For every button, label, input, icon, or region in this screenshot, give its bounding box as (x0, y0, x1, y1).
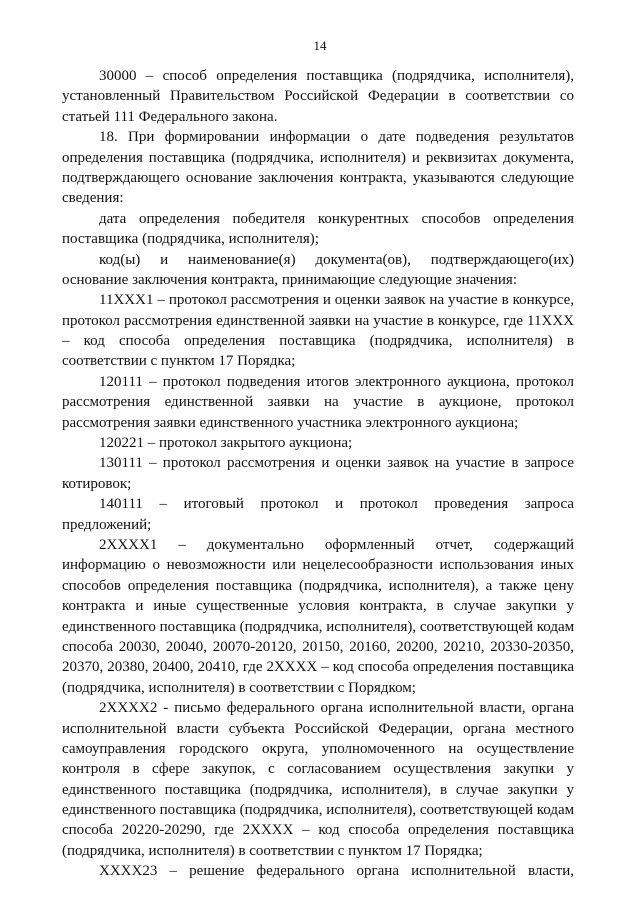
text-line: статьей 111 Федерального закона. (62, 108, 278, 125)
text-line: единственного поставщика (подрядчика, исполнителя), соответствующей кодам (62, 802, 574, 819)
text-line: способов определения поставщика (подрядчика, исполнителя), а также цену (62, 577, 574, 594)
text-line: (подрядчика, исполнителя) в соответствии с пунктом 17 Порядка; (62, 842, 483, 859)
text-line: единственного поставщика (подрядчика, исполнителя), соответствующей кодам (62, 618, 574, 635)
text-line: 2XXXX1 – документально оформленный отчет, содержащий (99, 536, 574, 553)
text-line: способа 20030, 20040, 20070-20120, 20150, 20160, 20200, 20210, 20330-20350, (62, 638, 574, 655)
text-line: определения поставщика (подрядчика, исполнителя) и реквизитах документа, (62, 149, 574, 166)
text-line: 30000 – способ определения поставщика (подрядчика, исполнителя), (99, 68, 574, 84)
text-line: соответствии с пунктом 17 Порядка; (62, 353, 296, 370)
text-line: 120111 – протокол подведения итогов электронного аукциона, протокол (99, 373, 574, 390)
text-line: предложений; (62, 516, 152, 533)
text-line: информацию о невозможности или нецелесообразности использования иных (62, 557, 574, 574)
text-line: 130111 – протокол рассмотрения и оценки заявок на участие в запросе (99, 455, 574, 472)
text-line: самоуправления городского округа, уполномоченного на осуществление (62, 740, 574, 757)
text-line: 120221 – протокол закрытого аукциона; (99, 435, 353, 452)
text-line: рассмотрения единственной заявки на участие в аукционе, протокол (62, 394, 574, 411)
text-line: 18. При формировании информации о дате подведения результатов (99, 129, 574, 146)
text-line: основание заключения контракта, принимающие следующие значения: (62, 271, 518, 288)
text-line: единственного поставщика (подрядчика, исполнителя), в случае закупки у (62, 781, 574, 798)
text-line: сведения: (62, 190, 124, 207)
text-line: 11XXX1 – протокол рассмотрения и оценки заявок на участие в конкурсе, (99, 292, 574, 309)
text-line: исполнительной власти субъекта Российской Федерации, органа местного (62, 720, 574, 737)
text-line: – код способа определения поставщика (подрядчика, исполнителя) в (62, 333, 574, 350)
document-body (62, 66, 574, 882)
text-line: дата определения победителя конкурентных способов определения (99, 210, 574, 227)
text-line: поставщика (подрядчика, исполнителя); (62, 231, 319, 248)
text-line: подтверждающего основание заключения контракта, указываются следующие (62, 169, 574, 186)
text-line: 2XXXX2 - письмо федерального органа исполнительной власти, органа (99, 700, 574, 717)
text-line: (подрядчика, исполнителя) в соответствии с Порядком; (62, 679, 416, 696)
text-line: 20370, 20380, 20400, 20410, где 2XXXX – код способа определения поставщика (62, 659, 574, 676)
text-line: контроля в сфере закупок, с согласованием осуществления закупки у (62, 761, 574, 778)
text-line: рассмотрения заявки единственного участника электронного аукциона; (62, 414, 519, 431)
text-line: контракта и иные существенные условия контракта, в случае закупки у (62, 598, 574, 615)
text-line: установленный Правительством Российской Федерации в соответствии со (62, 88, 574, 105)
page-number: 14 (313, 38, 327, 53)
text-line: котировок; (62, 475, 132, 492)
text-line: XXXX23 – решение федерального органа исполнительной власти, (99, 863, 574, 880)
text-line: код(ы) и наименование(я) документа(ов), подтверждающего(их) (99, 251, 574, 268)
text-line: 140111 – итоговый протокол и протокол проведения запроса (99, 496, 574, 513)
text-line: протокол рассмотрения единственной заявки на участие в конкурсе, где 11XXX (62, 312, 574, 329)
text-line: способа 20220-20290, где 2XXXX – код способа определения поставщика (62, 822, 574, 839)
